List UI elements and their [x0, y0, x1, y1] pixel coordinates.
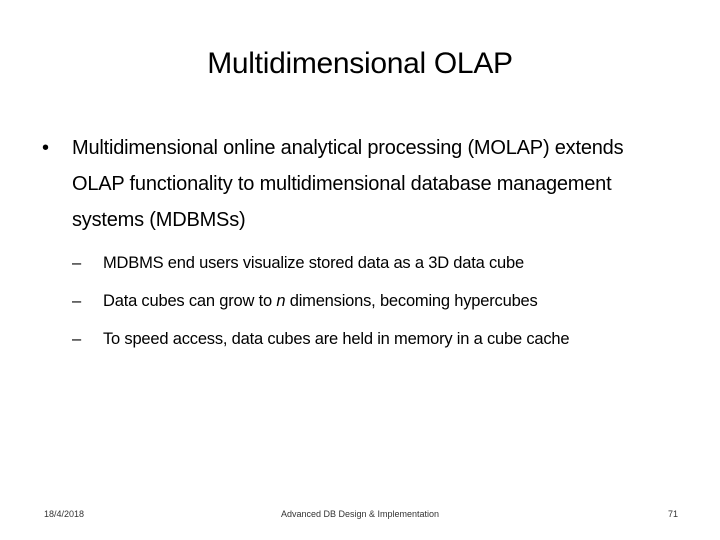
footer-date: 18/4/2018	[44, 509, 85, 519]
sub-bullet-item	[72, 244, 680, 282]
footer-title: Advanced DB Design & Implementation	[280, 509, 440, 519]
sub-bullet-text-start: Data cubes can grow to	[103, 292, 277, 310]
sub-bullet-item	[72, 320, 680, 358]
dash-marker: –	[72, 254, 81, 272]
footer-page-number: 71	[667, 509, 678, 519]
slide-title: Multidimensional OLAP	[207, 47, 513, 80]
bullet-text: Multidimensional online analytical processing (MOLAP) extends OLAP functionality to multidimensional database management systems (MDBMSs)	[72, 137, 624, 231]
sub-bullet-item	[72, 282, 680, 320]
bullet-item	[40, 130, 680, 238]
dash-marker: –	[72, 292, 81, 310]
bullet-marker: •	[42, 137, 49, 159]
sub-bullet-list	[40, 244, 680, 358]
dash-marker: –	[72, 330, 81, 348]
slide-body	[40, 130, 680, 358]
sub-bullet-text: MDBMS end users visualize stored data as a 3D data cube	[103, 254, 524, 272]
sub-bullet-italic: n	[276, 292, 286, 310]
sub-bullet-text: To speed access, data cubes are held in memory in a cube cache	[103, 330, 570, 348]
sub-bullet-text-end: dimensions, becoming hypercubes	[285, 292, 538, 310]
